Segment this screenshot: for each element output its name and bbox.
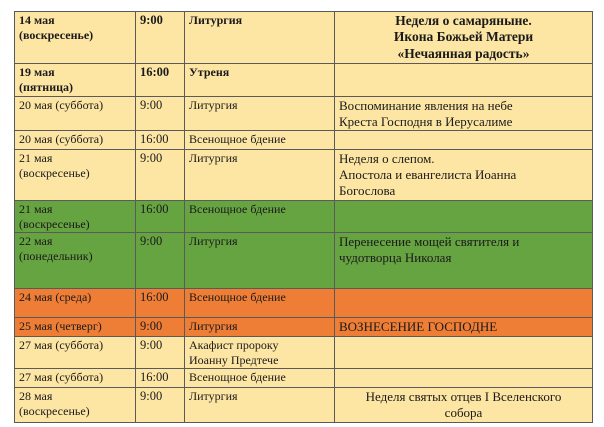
note-cell bbox=[335, 131, 593, 150]
cell-line: Литургия bbox=[189, 234, 238, 249]
date-cell bbox=[15, 150, 136, 201]
date-cell bbox=[15, 64, 136, 96]
time-cell: 16:00 bbox=[136, 64, 185, 96]
cell-line: 20 мая (суббота) bbox=[19, 97, 104, 112]
note-cell bbox=[335, 369, 593, 388]
cell-line: Неделя о самаряныне. bbox=[395, 13, 532, 28]
cell-line: собора bbox=[444, 405, 483, 421]
note-cell bbox=[335, 318, 593, 337]
service-cell bbox=[185, 150, 335, 201]
schedule-row bbox=[15, 337, 593, 369]
cell-line: 27 мая (суббота) bbox=[19, 370, 104, 385]
schedule-body bbox=[15, 12, 593, 423]
cell-line: Утреня bbox=[189, 65, 230, 80]
schedule-row bbox=[15, 388, 593, 423]
note-cell bbox=[335, 96, 593, 131]
cell-line: 19 мая bbox=[19, 65, 55, 80]
service-schedule-table bbox=[14, 11, 593, 423]
note-cell bbox=[335, 200, 593, 232]
date-cell bbox=[15, 289, 136, 318]
cell-line: Всенощное бдение bbox=[189, 290, 286, 305]
schedule-row bbox=[15, 150, 593, 201]
schedule-row bbox=[15, 200, 593, 232]
date-cell bbox=[15, 12, 136, 64]
cell-line: (пятница) bbox=[19, 80, 74, 95]
note-cell bbox=[335, 233, 593, 289]
service-cell bbox=[185, 200, 335, 232]
time-cell: 9:00 bbox=[136, 388, 185, 423]
date-cell bbox=[15, 318, 136, 337]
cell-line: Литургия bbox=[189, 151, 238, 166]
date-cell bbox=[15, 96, 136, 131]
cell-line: Всенощное бдение bbox=[189, 370, 286, 385]
cell-line: Апостола и евангелиста Иоанна bbox=[339, 167, 517, 183]
cell-line: Неделя святых отцев I Вселенского bbox=[365, 389, 562, 405]
date-cell bbox=[15, 388, 136, 423]
note-cell bbox=[335, 64, 593, 96]
cell-line: (понедельник) bbox=[19, 248, 93, 263]
time-cell: 9:00 bbox=[136, 12, 185, 64]
service-cell bbox=[185, 233, 335, 289]
cell-line: Перенесение мощей святителя и bbox=[339, 234, 520, 250]
date-cell bbox=[15, 233, 136, 289]
service-cell bbox=[185, 64, 335, 96]
service-cell bbox=[185, 318, 335, 337]
service-cell bbox=[185, 12, 335, 64]
cell-line: (воскресенье) bbox=[19, 166, 90, 180]
time-cell: 9:00 bbox=[136, 318, 185, 337]
cell-line: Литургия bbox=[189, 319, 238, 334]
cell-line: Воспоминание явления на небе bbox=[339, 97, 513, 113]
service-cell bbox=[185, 289, 335, 318]
time-cell: 9:00 bbox=[136, 233, 185, 289]
date-cell bbox=[15, 337, 136, 369]
schedule-row bbox=[15, 12, 593, 64]
cell-line: Креста Господня в Иерусалиме bbox=[339, 113, 513, 129]
cell-line: чудотворца Николая bbox=[339, 250, 452, 266]
cell-line: 25 мая (четверг) bbox=[19, 319, 102, 334]
service-cell bbox=[185, 131, 335, 150]
note-cell bbox=[335, 289, 593, 318]
cell-line: Акафист пророку bbox=[189, 338, 279, 353]
time-cell: 9:00 bbox=[136, 337, 185, 369]
schedule-row bbox=[15, 131, 593, 150]
schedule-row bbox=[15, 289, 593, 318]
service-cell bbox=[185, 337, 335, 369]
time-cell: 9:00 bbox=[136, 150, 185, 201]
time-cell: 9:00 bbox=[136, 96, 185, 131]
note-cell bbox=[335, 150, 593, 201]
cell-line: 21 мая bbox=[19, 151, 53, 166]
schedule-row bbox=[15, 233, 593, 289]
cell-line: (воскресенье) bbox=[19, 27, 94, 42]
date-cell bbox=[15, 131, 136, 150]
cell-line: 22 мая bbox=[19, 234, 53, 249]
cell-line: ВОЗНЕСЕНИЕ ГОСПОДНЕ bbox=[339, 319, 498, 335]
time-cell: 16:00 bbox=[136, 131, 185, 150]
cell-line: Богослова bbox=[339, 183, 396, 199]
note-cell bbox=[335, 388, 593, 423]
service-cell bbox=[185, 369, 335, 388]
cell-line: Всенощное бдение bbox=[189, 132, 286, 147]
cell-line: (воскресенье) bbox=[19, 403, 90, 418]
cell-line: Литургия bbox=[189, 389, 238, 404]
cell-line: 14 мая bbox=[19, 13, 55, 27]
date-cell bbox=[15, 200, 136, 232]
note-cell bbox=[335, 12, 593, 64]
cell-line: 24 мая (среда) bbox=[19, 290, 92, 305]
cell-line: Неделя о слепом. bbox=[339, 151, 435, 167]
cell-line: (воскресенье) bbox=[19, 216, 90, 231]
time-cell: 16:00 bbox=[136, 369, 185, 388]
date-cell bbox=[15, 369, 136, 388]
cell-line: Иоанну Предтече bbox=[189, 352, 279, 367]
cell-line: Икона Божьей Матери bbox=[393, 29, 534, 45]
note-cell bbox=[335, 337, 593, 369]
cell-line: 20 мая (суббота) bbox=[19, 132, 104, 147]
cell-line: Всенощное бдение bbox=[189, 201, 286, 216]
time-cell: 16:00 bbox=[136, 289, 185, 318]
service-cell bbox=[185, 96, 335, 131]
schedule-row bbox=[15, 64, 593, 96]
cell-line: 27 мая (суббота) bbox=[19, 338, 104, 353]
cell-line: «Нечаянная радость» bbox=[397, 45, 530, 61]
schedule-row bbox=[15, 318, 593, 337]
time-cell: 16:00 bbox=[136, 200, 185, 232]
service-cell bbox=[185, 388, 335, 423]
cell-line: 28 мая bbox=[19, 389, 53, 404]
cell-line: Литургия bbox=[189, 97, 238, 112]
cell-line: 21 мая bbox=[19, 201, 53, 216]
schedule-row bbox=[15, 369, 593, 388]
schedule-row bbox=[15, 96, 593, 131]
cell-line: Литургия bbox=[189, 13, 243, 27]
